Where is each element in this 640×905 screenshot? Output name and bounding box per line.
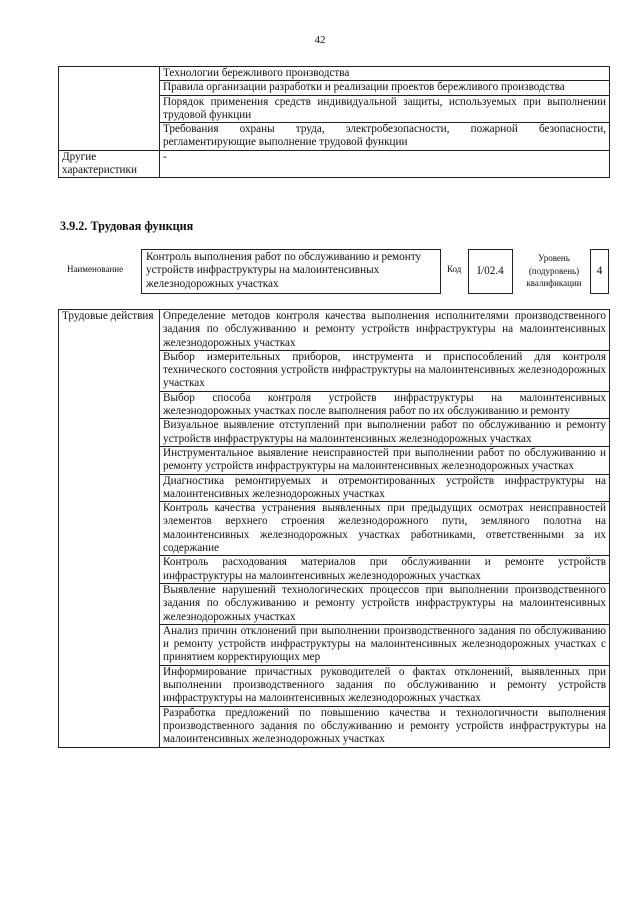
knowledge-item: Порядок применения средств индивидуальной защиты, используемых при выполнении трудовой функции (160, 95, 610, 123)
labor-action-item: Выбор способа контроля устройств инфраструктуры на малоинтенсивных железнодорожных участках после выполнения работ по их обслуживанию и ремонту (160, 391, 610, 419)
other-characteristics-label: Другие характеристики (59, 150, 160, 178)
other-characteristics-value: - (160, 150, 610, 178)
table-row (59, 150, 610, 178)
code-label: Код (447, 264, 462, 274)
section-title: 3.9.2. Трудовая функция (60, 219, 194, 233)
name-label: Наименование (67, 264, 124, 274)
labor-action-item: Контроль качества устранения выявленных при предыдущих осмотрах неисправностей элементов верхнего строения железнодорожного пути, земляного полотна на малоинтенсивных железнодорожных участках работниками, ответственными за их содержание (160, 502, 610, 556)
labor-action-item: Визуальное выявление отступлений при выполнении работ по обслуживанию и ремонту устройств инфраструктуры на малоинтенсивных железнодорожных участках (160, 419, 610, 447)
row-label-cell (59, 67, 160, 151)
labor-actions-table (58, 309, 610, 748)
labor-actions-label: Трудовые действия (59, 310, 160, 748)
knowledge-table (58, 66, 610, 178)
knowledge-item: Требования охраны труда, электробезопасности, пожарной безопасности, регламентирующие выполнение трудовой функции (160, 123, 610, 151)
knowledge-item: Технологии бережливого производства (160, 67, 610, 81)
labor-action-item: Выбор измерительных приборов, инструмента и приспособлений для контроля технического состояния устройств инфраструктуры на малоинтенсивных железнодорожных участках (160, 350, 610, 391)
table-row (59, 67, 610, 81)
labor-action-item: Информирование причастных руководителей о фактах отклонений, выявленных при выполнении производственного задания по обслуживанию и ремонту устройств инфраструктуры на малоинтенсивных железнодорожных участках (160, 665, 610, 706)
labor-action-item: Разработка предложений по повышению качества и технологичности выполнения производственного задания по обслуживанию и ремонту устройств инфраструктуры на малоинтенсивных железнодорожных участках (160, 706, 610, 747)
knowledge-item: Правила организации разработки и реализации проектов бережливого производства (160, 81, 610, 95)
page-number: 42 (314, 34, 326, 46)
labor-action-item: Инструментальное выявление неисправностей при выполнении работ по обслуживанию и ремонту устройств инфраструктуры на малоинтенсивных железнодорожных участках (160, 446, 610, 474)
labor-action-item: Контроль расходования материалов при обслуживании и ремонте устройств инфраструктуры на малоинтенсивных железнодорожных участках (160, 556, 610, 584)
labor-action-item: Выявление нарушений технологических процессов при выполнении производственного задания по обслуживанию и ремонту устройств инфраструктуры на малоинтенсивных железнодорожных участках (160, 583, 610, 624)
function-name-value: Контроль выполнения работ по обслуживанию и ремонту устройств инфраструктуры на малоинтенсивных железнодорожных участках (141, 249, 441, 294)
qualification-level-value: 4 (590, 249, 609, 294)
labor-action-item: Анализ причин отклонений при выполнении производственного задания по обслуживанию и ремонту устройств инфраструктуры на малоинтенсивных железнодорожных участках с принятием корректирующих мер (160, 624, 610, 665)
qualification-level-label: Уровень (подуровень) квалификации (526, 253, 582, 288)
labor-action-item: Диагностика ремонтируемых и отремонтированных устройств инфраструктуры на малоинтенсивных железнодорожных участках (160, 474, 610, 502)
code-value: I/02.4 (468, 249, 513, 294)
table-row (59, 310, 610, 351)
labor-action-item: Определение методов контроля качества выполнения исполнителями производственного задания по обслуживанию и ремонту устройств инфраструктуры на малоинтенсивных железнодорожных участках (160, 310, 610, 351)
